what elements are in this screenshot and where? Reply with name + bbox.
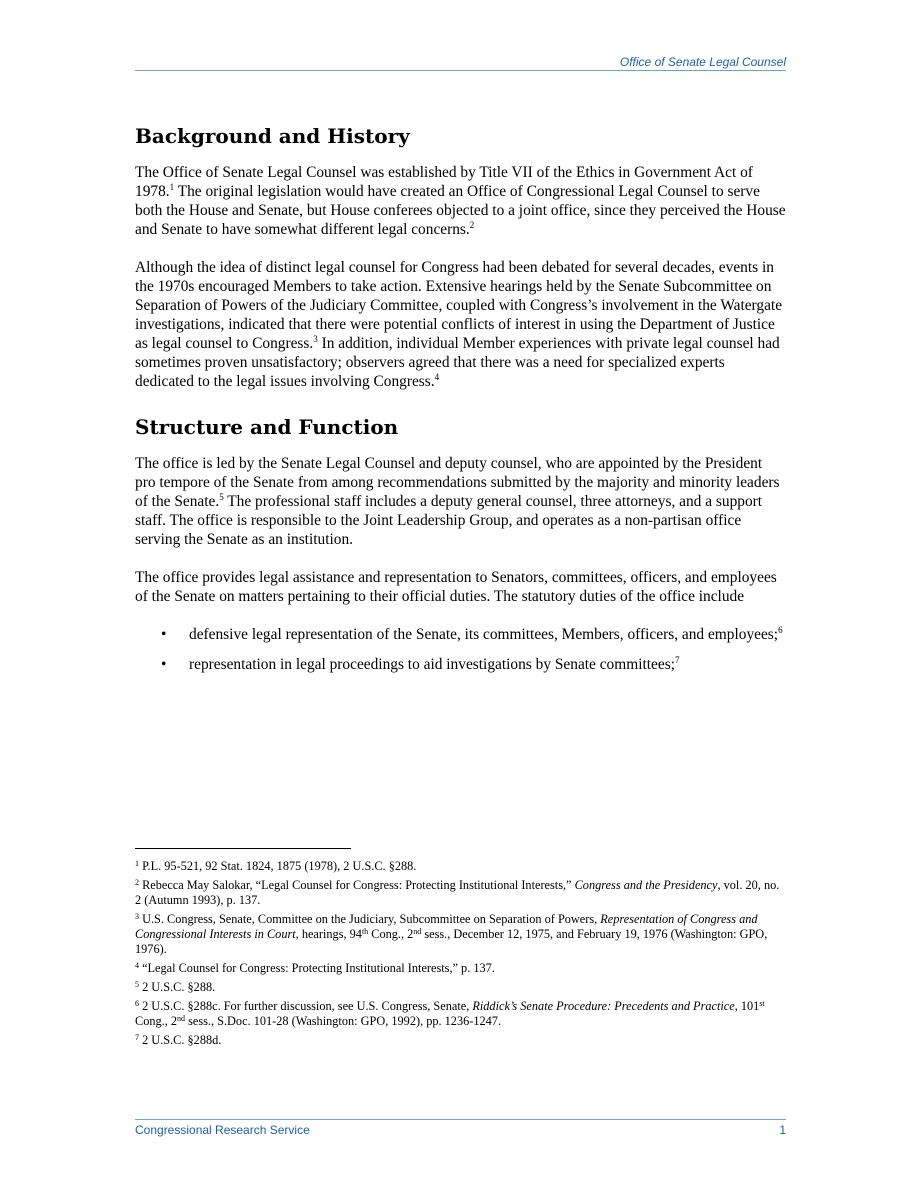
- bullet-icon: •: [161, 656, 167, 673]
- footer-rule: [135, 1119, 786, 1120]
- list-item: • defensive legal representation of the Senate, its committees, Members, officers, and employees;$^6$: [161, 625, 783, 643]
- header-rule: [135, 70, 786, 71]
- footnotes: [135, 859, 786, 1052]
- paragraph-background-1: The Office of Senate Legal Counsel was established by Title VII of the Ethics in Government Act of 1978.$^1$ The original legislation would have created an Office of Congressional Legal Counsel to serve both the House and Senate, but House conferees objected to a joint office, since they perceived the House and Senate to have somewhat different legal concerns.$^2$: [135, 164, 786, 238]
- footnote-ref-7[interactable]: 7: [674, 655, 680, 665]
- heading-background: Background and History: [135, 124, 410, 148]
- main-content: [135, 122, 786, 685]
- footnote-ref-6[interactable]: 6: [778, 625, 783, 635]
- footnote-6: $^6$ 2 U.S.C. §288c. For further discussion, see U.S. Congress, Senate, Riddick’s Senate Procedure: Precedents and Practice, 101st Cong., 2nd sess., S.Doc. 101-28 (Washington: GPO, 1992), pp. 1236-1247.: [135, 999, 765, 1028]
- heading-structure: Structure and Function: [135, 415, 399, 439]
- footnote-ref-4[interactable]: 4: [434, 372, 440, 382]
- footer-publisher: Congressional Research Service: [135, 1123, 310, 1137]
- paragraph-background-2: Although the idea of distinct legal counsel for Congress had been debated for several decades, events in the 1970s encouraged Members to take action. Extensive hearings held by the Senate Subcommittee on Separation of Powers of the Judiciary Committee, coupled with Congress’s involvement in the Watergate investigations, indicated that there were potential conflicts of interest in using the Department of Justice as legal counsel to Congress.$^3$ In addition, individual Member experiences with private legal counsel had sometimes proven unsatisfactory; observers agreed that there was a need for specialized experts dedicated to the legal issues involving Congress.$^4$: [135, 259, 783, 390]
- footnote-ref-5[interactable]: 5: [219, 492, 224, 502]
- footnote-ref-2[interactable]: 2: [469, 220, 475, 230]
- running-header: Office of Senate Legal Counsel: [619, 55, 786, 69]
- list-item: • representation in legal proceedings to aid investigations by Senate committees;$^7$: [161, 655, 680, 673]
- page-number: 1: [779, 1123, 786, 1137]
- footnote-1: $^1$ P.L. 95-521, 92 Stat. 1824, 1875 (1978), 2 U.S.C. §288.: [135, 859, 417, 873]
- footnote-ref-1[interactable]: 1: [169, 182, 175, 192]
- paragraph-structure-2: The office provides legal assistance and representation to Senators, committees, officers, and employees of the Senate on matters pertaining to their official duties. The statutory duties of the office include: [135, 569, 777, 605]
- paragraph-structure-1: The office is led by the Senate Legal Counsel and deputy counsel, who are appointed by the President pro tempore of the Senate from among recommendations submitted by the majority and minority leaders of the Senate.$^5$ The professional staff includes a deputy general counsel, three attorneys, and a support staff. The office is responsible to the Joint Leadership Group, and operates as a non-partisan office serving the Senate as an institution.: [135, 455, 780, 548]
- footnote-2: $^2$ Rebecca May Salokar, “Legal Counsel for Congress: Protecting Institutional Interests,” Congress and the Presidency, vol. 20, no. 2 (Autumn 1993), p. 137.: [135, 878, 780, 907]
- footnote-3: $^3$ U.S. Congress, Senate, Committee on the Judiciary, Subcommittee on Separation of Powers, Representation of Congress and Congressional Interests in Court, hearings, 94th Cong., 2nd sess., December 12, 1975, and February 19, 1976 (Washington: GPO, 1976).: [135, 912, 768, 956]
- footnote-separator: [135, 848, 351, 849]
- footnote-5: $^5$ 2 U.S.C. §288.: [135, 980, 216, 994]
- duties-list: [135, 625, 786, 674]
- footnote-ref-3[interactable]: 3: [313, 334, 318, 344]
- footnote-4: $^4$ “Legal Counsel for Congress: Protecting Institutional Interests,” p. 137.: [135, 961, 495, 975]
- footnote-7: $^7$ 2 U.S.C. §288d.: [135, 1033, 222, 1047]
- bullet-icon: •: [161, 626, 167, 643]
